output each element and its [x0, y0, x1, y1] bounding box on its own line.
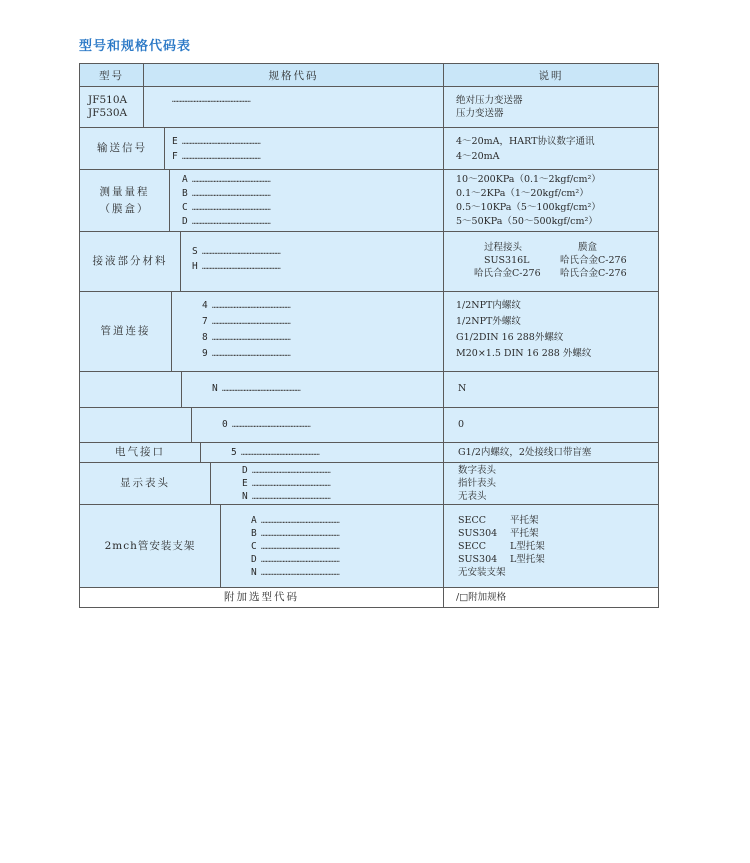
material-desc-s-capsule: 哈氏合金C-276 — [560, 255, 627, 266]
electrical-label: 电气接口 — [115, 446, 165, 458]
range-desc-a: 10～200KPa（0.1～2kgf/cm²） — [456, 174, 601, 185]
display-desc-pointer: 指针表头 — [458, 478, 497, 489]
electrical-code-cell — [201, 442, 444, 462]
range-label-cell — [80, 169, 170, 231]
electrical-code: 5 …………………………………………… — [231, 447, 320, 458]
display-desc-digital: 数字表头 — [458, 465, 497, 476]
pipe-desc-8: G1/2DIN 16 288外螺纹 — [456, 332, 564, 343]
range-label: 测量量程 — [99, 185, 150, 198]
bracket-code-n: N …………………………………………… — [251, 567, 340, 578]
material-desc-header-capsule: 膜盒 — [578, 242, 598, 253]
range-desc-c: 0.5～10KPa（5～100kgf/cm²） — [456, 202, 601, 213]
pipe-code-4: 4 …………………………………………… — [202, 300, 291, 311]
bracket-code-cell — [221, 504, 444, 587]
output-code-cell — [165, 127, 444, 169]
model-label-cell — [80, 86, 144, 127]
zero-label-cell — [80, 407, 192, 442]
header-spec-code-cell — [144, 64, 444, 86]
bracket-desc-c-type: L型托架 — [510, 541, 545, 552]
display-description-cell — [444, 462, 658, 504]
pipe-code-cell — [172, 291, 444, 371]
pipe-code-8: 8 …………………………………………… — [202, 332, 291, 343]
material-code-s: S …………………………………………… — [192, 246, 281, 257]
display-code-n: N …………………………………………… — [242, 491, 331, 502]
electrical-label-cell — [80, 442, 201, 462]
pipe-label: 管道连接 — [100, 325, 151, 337]
optional-label: 附加选型代码 — [224, 591, 299, 603]
pipe-description-cell — [444, 291, 658, 371]
bracket-label-cell — [80, 504, 221, 587]
display-desc-none: 无表头 — [458, 491, 487, 502]
page-title: 型号和规格代码表 — [79, 39, 192, 54]
material-desc-header-fitting: 过程接头 — [484, 242, 523, 253]
optional-label-cell — [80, 587, 444, 607]
material-desc-h-fitting: 哈氏合金C-276 — [474, 268, 541, 279]
material-label: 接液部分材料 — [92, 255, 168, 267]
material-description-cell — [444, 231, 658, 291]
range-description-cell — [444, 169, 658, 231]
optional-desc: /□附加规格 — [456, 592, 507, 603]
range-code-a: A …………………………………………… — [182, 174, 271, 185]
output-desc-hart: 4～20mA，HART协议数字通讯 — [456, 136, 595, 147]
material-desc-h-capsule: 哈氏合金C-276 — [560, 268, 627, 279]
bracket-description-cell — [444, 504, 658, 587]
bracket-desc-c-material: SECC — [458, 541, 486, 552]
pipe-code-7: 7 …………………………………………… — [202, 316, 291, 327]
electrical-description-cell — [444, 442, 658, 462]
range-code-c: C …………………………………………… — [182, 202, 271, 213]
display-code-cell — [211, 462, 444, 504]
bracket-code-b: B …………………………………………… — [251, 528, 340, 539]
range-desc-d: 5～50KPa（50～500kgf/cm²） — [456, 216, 598, 227]
bracket-desc-b-material: SUS304 — [458, 528, 498, 539]
output-code-e: E …………………………………………… — [172, 136, 261, 147]
electrical-desc: G1/2内螺纹，2处接线口带盲塞 — [458, 447, 592, 458]
output-label-cell — [80, 127, 165, 169]
zero-desc: 0 — [458, 419, 465, 430]
model-description-cell — [444, 86, 658, 127]
n-desc: N — [458, 383, 467, 394]
bracket-desc-b-type: 平托架 — [510, 528, 539, 539]
model-code-jf510a: JF510A — [88, 94, 128, 106]
range-code-d: D …………………………………………… — [182, 216, 271, 227]
optional-description-cell — [444, 587, 658, 607]
header-model-label: 型号 — [99, 69, 124, 82]
zero-description-cell — [444, 407, 658, 442]
pipe-desc-7: 1/2NPT外螺纹 — [456, 316, 521, 327]
n-code: N …………………………………………… — [212, 383, 301, 394]
pipe-label-cell — [80, 291, 172, 371]
material-code-h: H …………………………………………… — [192, 261, 281, 272]
display-code-e: E …………………………………………… — [242, 478, 331, 489]
material-label-cell — [80, 231, 181, 291]
n-label-cell — [80, 371, 182, 407]
output-code-f: F …………………………………………… — [172, 151, 261, 162]
bracket-code-c: C …………………………………………… — [251, 541, 340, 552]
bracket-code-d: D …………………………………………… — [251, 554, 340, 565]
bracket-desc-a-type: 平托架 — [510, 515, 539, 526]
zero-code: 0 …………………………………………… — [222, 419, 311, 430]
display-code-d: D …………………………………………… — [242, 465, 331, 476]
range-code-cell — [170, 169, 444, 231]
material-desc-s-fitting: SUS316L — [484, 255, 530, 266]
pipe-code-9: 9 …………………………………………… — [202, 348, 291, 359]
model-desc-absolute: 绝对压力变送器 — [456, 95, 523, 106]
model-code-jf530a: JF530A — [88, 107, 128, 119]
model-code-line: …………………………………………… — [172, 95, 251, 104]
pipe-desc-9: M20×1.5 DIN 16 288 外螺纹 — [456, 348, 592, 359]
bracket-desc-a-material: SECC — [458, 515, 486, 526]
header-spec-code-label: 规格代码 — [268, 69, 319, 82]
range-desc-b: 0.1～2KPa（1～20kgf/cm²） — [456, 188, 589, 199]
range-sublabel: （膜盒） — [99, 202, 150, 215]
zero-code-cell — [192, 407, 444, 442]
header-description-cell — [444, 64, 658, 86]
display-label-cell — [80, 462, 211, 504]
n-description-cell — [444, 371, 658, 407]
bracket-label: 2mch管安装支架 — [104, 539, 196, 552]
range-code-b: B …………………………………………… — [182, 188, 271, 199]
bracket-desc-d-type: L型托架 — [510, 554, 545, 565]
bracket-code-a: A …………………………………………… — [251, 515, 340, 526]
bracket-desc-n: 无安装支架 — [458, 567, 506, 578]
material-code-cell — [181, 231, 444, 291]
output-label: 输送信号 — [97, 142, 147, 154]
header-description-label: 说明 — [538, 69, 564, 82]
header-model-cell — [80, 64, 144, 86]
n-code-cell — [182, 371, 444, 407]
pipe-desc-4: 1/2NPT内螺纹 — [456, 300, 521, 311]
output-description-cell — [444, 127, 658, 169]
model-spec-code-table — [79, 63, 659, 608]
output-desc-analog: 4～20mA — [456, 151, 500, 162]
display-label: 显示表头 — [120, 477, 170, 489]
bracket-desc-d-material: SUS304 — [458, 554, 498, 565]
model-code-cell — [144, 86, 444, 127]
model-desc-gauge: 压力变送器 — [456, 108, 504, 119]
